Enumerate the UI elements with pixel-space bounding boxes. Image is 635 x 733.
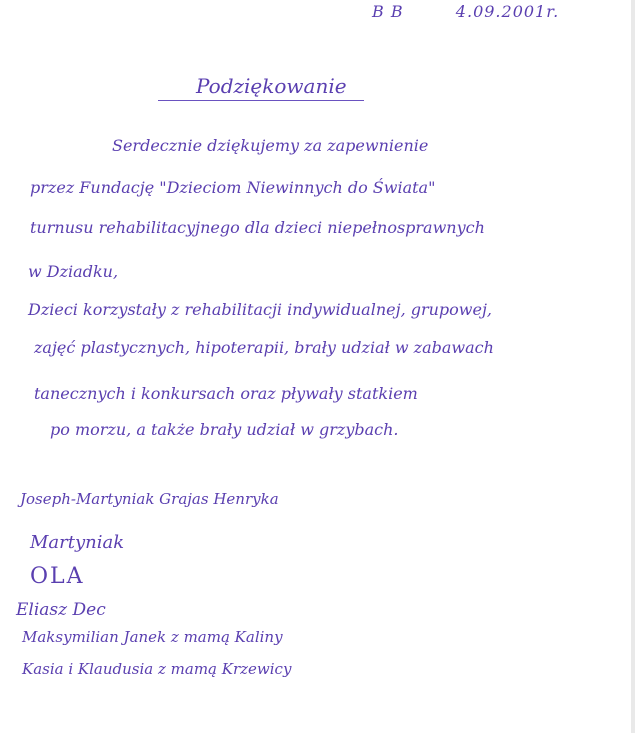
document-title: Podziękowanie [196, 74, 347, 98]
signature-4: Eliasz Dec [16, 600, 106, 620]
header-initials: B B [372, 2, 404, 21]
body-line-6: zajęć plastycznych, hipoterapii, brały udział w zabawach [34, 338, 494, 357]
header-date: 4.09.2001r. [455, 2, 560, 21]
signature-5: Maksymilian Janek z mamą Kaliny [22, 628, 283, 646]
signature-2: Martyniak [30, 532, 125, 553]
body-line-5: Dzieci korzystały z rehabilitacji indywidualnej, grupowej, [28, 300, 493, 319]
body-line-8: po morzu, a także brały udział w grzybach. [50, 420, 399, 439]
signature-6: Kasia i Klaudusia z mamą Krzewicy [22, 660, 292, 678]
page-edge [631, 0, 635, 733]
body-line-7: tanecznych i konkursach oraz pływały statkiem [34, 384, 418, 403]
body-line-3: turnusu rehabilitacyjnego dla dzieci niepełnosprawnych [30, 218, 485, 237]
header-annotation [372, 2, 559, 21]
body-line-4: w Dziadku, [28, 262, 119, 281]
signature-3: OLA [30, 564, 85, 589]
body-line-1: Serdecznie dziękujemy za zapewnienie [112, 136, 429, 155]
title-underline [158, 100, 364, 101]
body-line-2: przez Fundację "Dzieciom Niewinnych do Świata" [30, 178, 436, 197]
signature-1: Joseph-Martyniak Grajas Henryka [20, 490, 279, 508]
